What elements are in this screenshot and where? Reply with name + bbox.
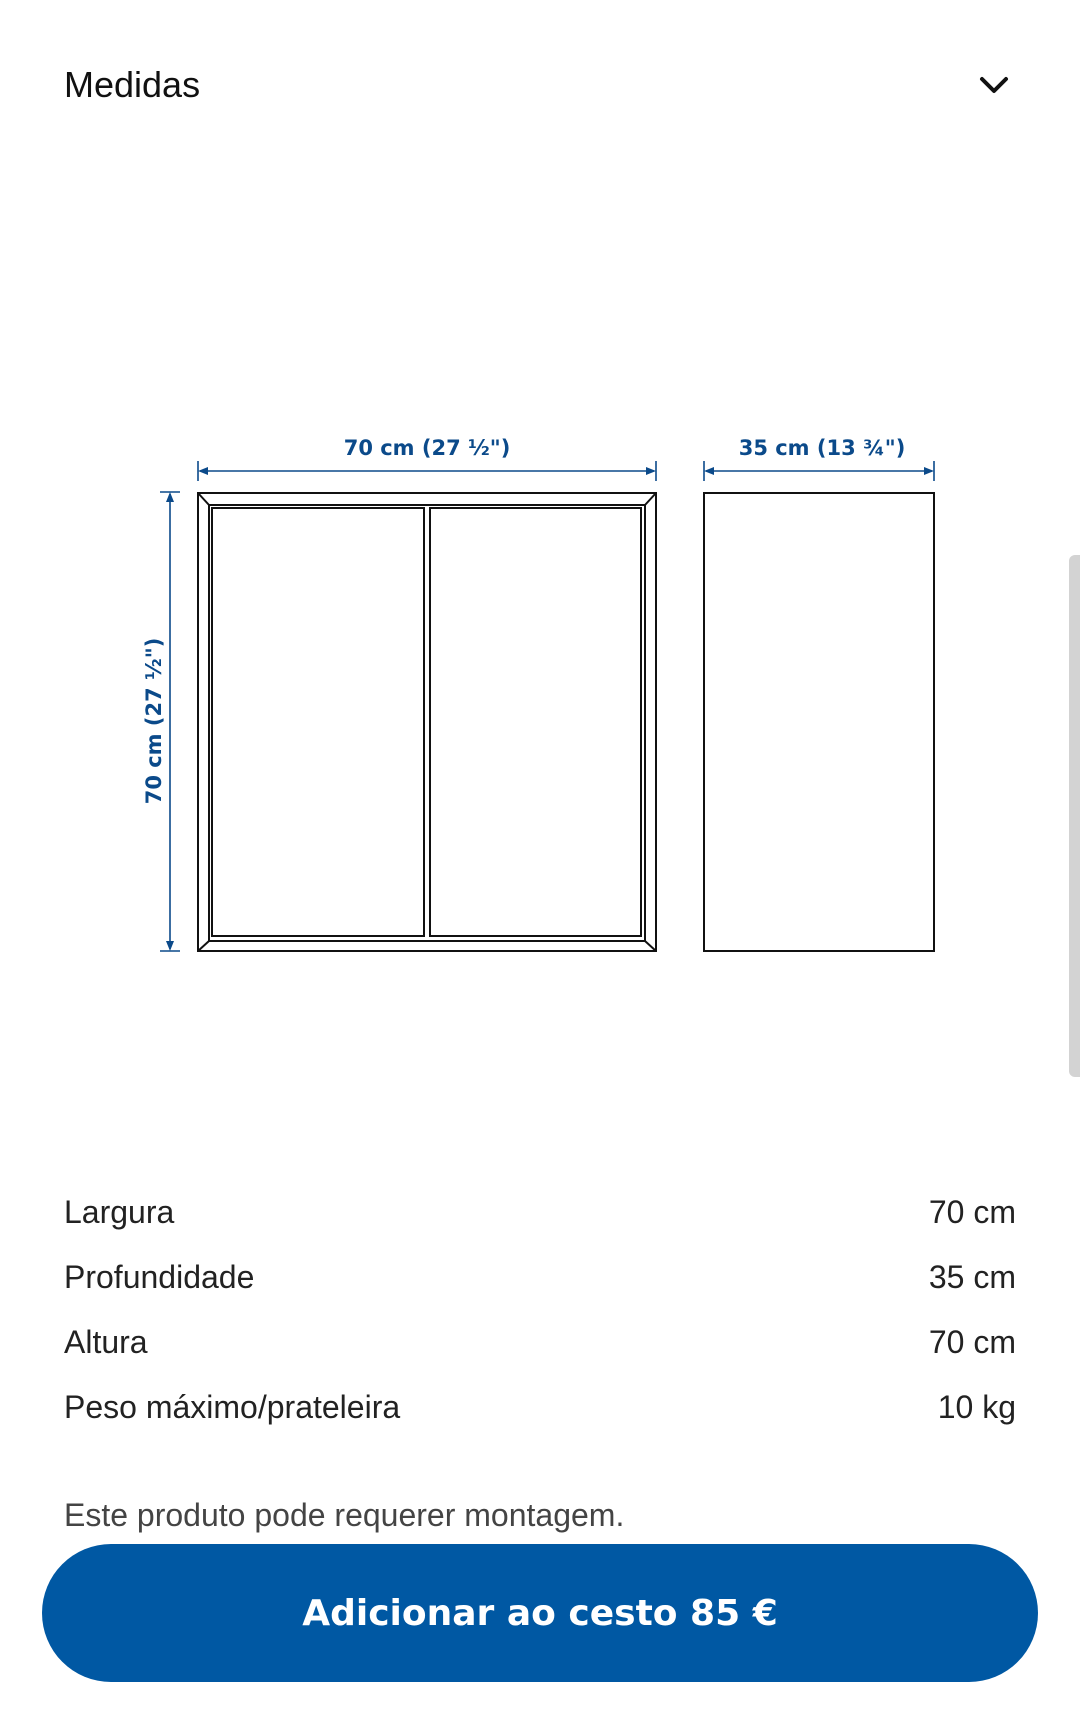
spec-value: 10 kg [937, 1389, 1016, 1425]
specifications-list [64, 1180, 1016, 1440]
section-title: Medidas [64, 64, 201, 105]
assembly-note: Este produto pode requerer montagem. [64, 1497, 625, 1533]
spec-row-width [64, 1180, 1016, 1245]
spec-label: Peso máximo/prateleira [64, 1389, 401, 1425]
depth-dimension-label: 35 cm (13 ¾") [738, 436, 906, 460]
width-dimension-label: 70 cm (27 ½") [343, 436, 511, 460]
spec-label: Largura [64, 1194, 175, 1230]
side-view [704, 493, 934, 951]
spec-value: 35 cm [928, 1259, 1016, 1295]
front-view [198, 493, 656, 951]
spec-label: Altura [64, 1324, 148, 1360]
spec-label: Profundidade [64, 1259, 255, 1295]
spec-row-depth [64, 1245, 1016, 1310]
scrollbar[interactable] [1069, 555, 1080, 1077]
depth-dimension-line [704, 461, 934, 481]
height-dimension-label: 70 cm (27 ½") [142, 637, 166, 805]
spec-row-height [64, 1310, 1016, 1375]
spec-value: 70 cm [928, 1324, 1016, 1360]
spec-row-max-weight [64, 1375, 1016, 1440]
width-dimension-line [198, 461, 656, 481]
spec-value: 70 cm [928, 1194, 1016, 1230]
add-to-cart-button[interactable]: Adicionar ao cesto 85 € [42, 1544, 1038, 1682]
